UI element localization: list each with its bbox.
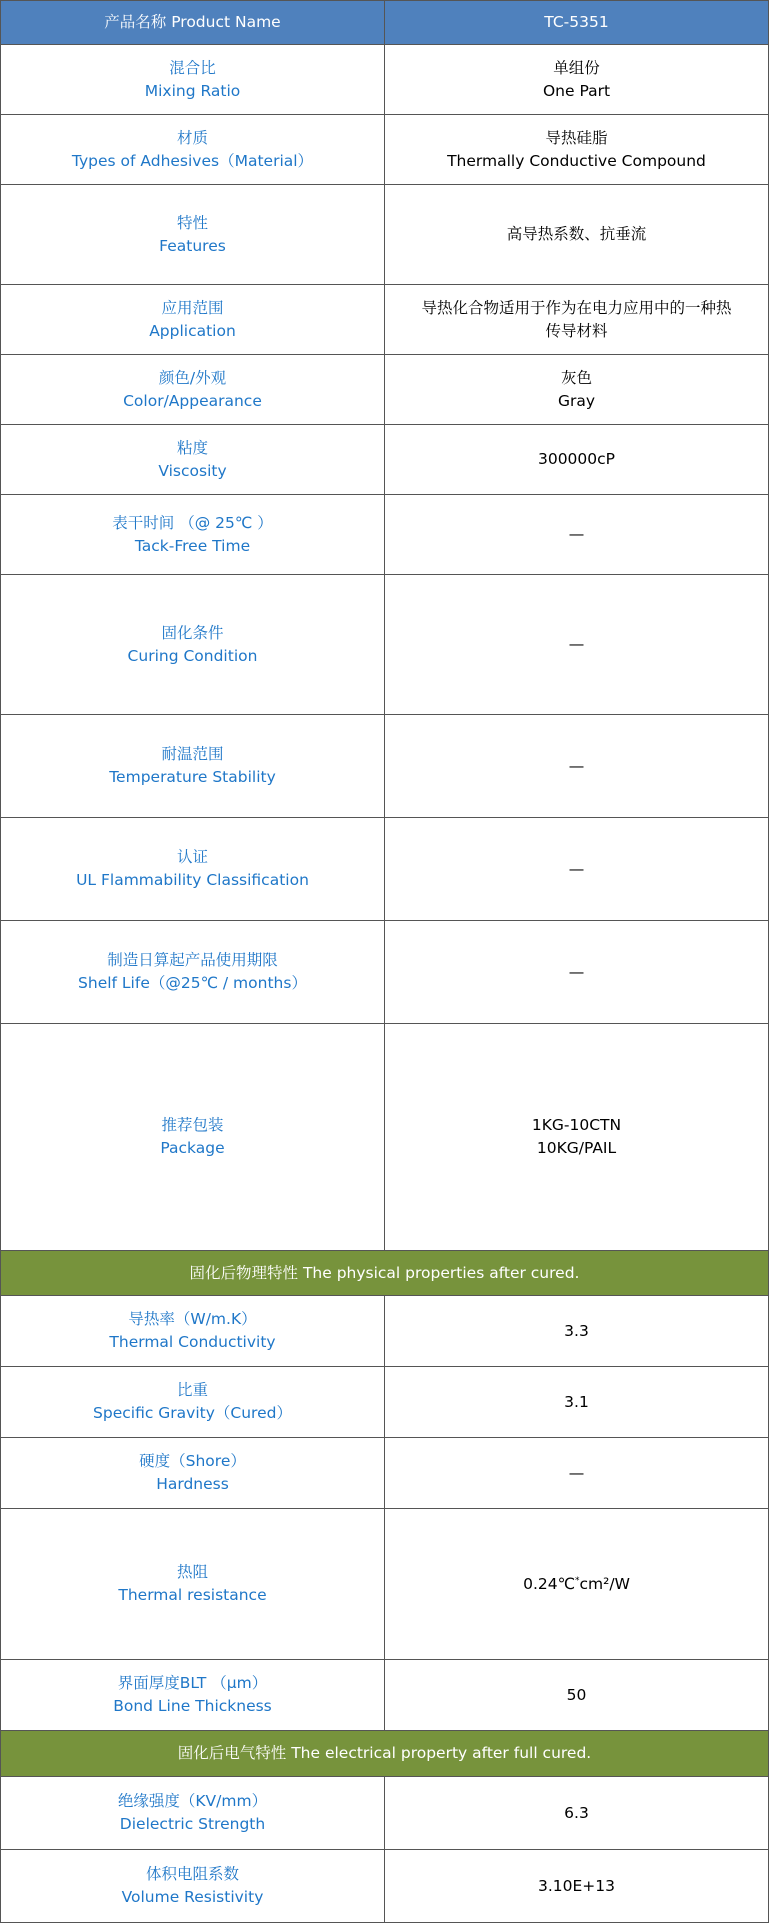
row-label: 导热率（W/m.K） Thermal Conductivity	[1, 1296, 385, 1367]
section-header-electrical	[1, 1731, 769, 1777]
table-row	[1, 715, 769, 818]
row-value: —	[385, 1438, 769, 1509]
row-label: 热阻 Thermal resistance	[1, 1509, 385, 1660]
row-value: 1KG-10CTN 10KG/PAIL	[385, 1024, 769, 1251]
section-title: 固化后物理特性 The physical properties after cured.	[1, 1251, 769, 1296]
row-label: 体积电阻系数 Volume Resistivity	[1, 1850, 385, 1923]
row-value: 导热化合物适用于作为在电力应用中的一种热 传导材料	[385, 285, 769, 355]
row-label: 混合比 Mixing Ratio	[1, 45, 385, 115]
product-name-label: 产品名称 Product Name	[1, 1, 385, 45]
row-label: 应用范围 Application	[1, 285, 385, 355]
row-value: 0.24℃*cm²/W	[385, 1509, 769, 1660]
table-row	[1, 425, 769, 495]
header-row	[1, 1, 769, 45]
row-value: —	[385, 921, 769, 1024]
row-label: 认证 UL Flammability Classification	[1, 818, 385, 921]
row-value: 3.1	[385, 1367, 769, 1438]
table-row	[1, 1777, 769, 1850]
row-value: —	[385, 575, 769, 715]
table-row	[1, 818, 769, 921]
row-label: 颜色/外观 Color/Appearance	[1, 355, 385, 425]
table-row	[1, 1367, 769, 1438]
table-row	[1, 285, 769, 355]
table-row	[1, 495, 769, 575]
row-label: 特性 Features	[1, 185, 385, 285]
product-model: TC-5351	[385, 1, 769, 45]
row-value: 50	[385, 1660, 769, 1731]
row-label: 表干时间 （@ 25℃ ） Tack-Free Time	[1, 495, 385, 575]
table-row	[1, 185, 769, 285]
table-row	[1, 115, 769, 185]
row-value: —	[385, 818, 769, 921]
row-value: 灰色 Gray	[385, 355, 769, 425]
row-label: 比重 Specific Gravity（Cured）	[1, 1367, 385, 1438]
row-label: 固化条件 Curing Condition	[1, 575, 385, 715]
table-row	[1, 1296, 769, 1367]
row-label: 耐温范围 Temperature Stability	[1, 715, 385, 818]
section-header-physical	[1, 1251, 769, 1296]
row-value: 300000cP	[385, 425, 769, 495]
row-label: 绝缘强度（KV/mm） Dielectric Strength	[1, 1777, 385, 1850]
row-label: 粘度 Viscosity	[1, 425, 385, 495]
row-value: —	[385, 495, 769, 575]
row-label: 硬度（Shore） Hardness	[1, 1438, 385, 1509]
row-value: 高导热系数、抗垂流	[385, 185, 769, 285]
row-label: 推荐包装 Package	[1, 1024, 385, 1251]
table-row	[1, 1850, 769, 1923]
table-row	[1, 45, 769, 115]
row-value: 单组份 One Part	[385, 45, 769, 115]
table-row	[1, 1509, 769, 1660]
row-label: 制造日算起产品使用期限 Shelf Life（@25℃ / months）	[1, 921, 385, 1024]
row-label: 材质 Types of Adhesives（Material）	[1, 115, 385, 185]
table-row	[1, 1660, 769, 1731]
row-value: 3.10E+13	[385, 1850, 769, 1923]
row-value: 3.3	[385, 1296, 769, 1367]
table-row	[1, 1438, 769, 1509]
table-row	[1, 355, 769, 425]
section-title: 固化后电气特性 The electrical property after full cured.	[1, 1731, 769, 1777]
table-row	[1, 921, 769, 1024]
row-label: 界面厚度BLT （μm） Bond Line Thickness	[1, 1660, 385, 1731]
table-row	[1, 1024, 769, 1251]
row-value: 导热硅脂 Thermally Conductive Compound	[385, 115, 769, 185]
table-row	[1, 575, 769, 715]
row-value: 6.3	[385, 1777, 769, 1850]
row-value: —	[385, 715, 769, 818]
